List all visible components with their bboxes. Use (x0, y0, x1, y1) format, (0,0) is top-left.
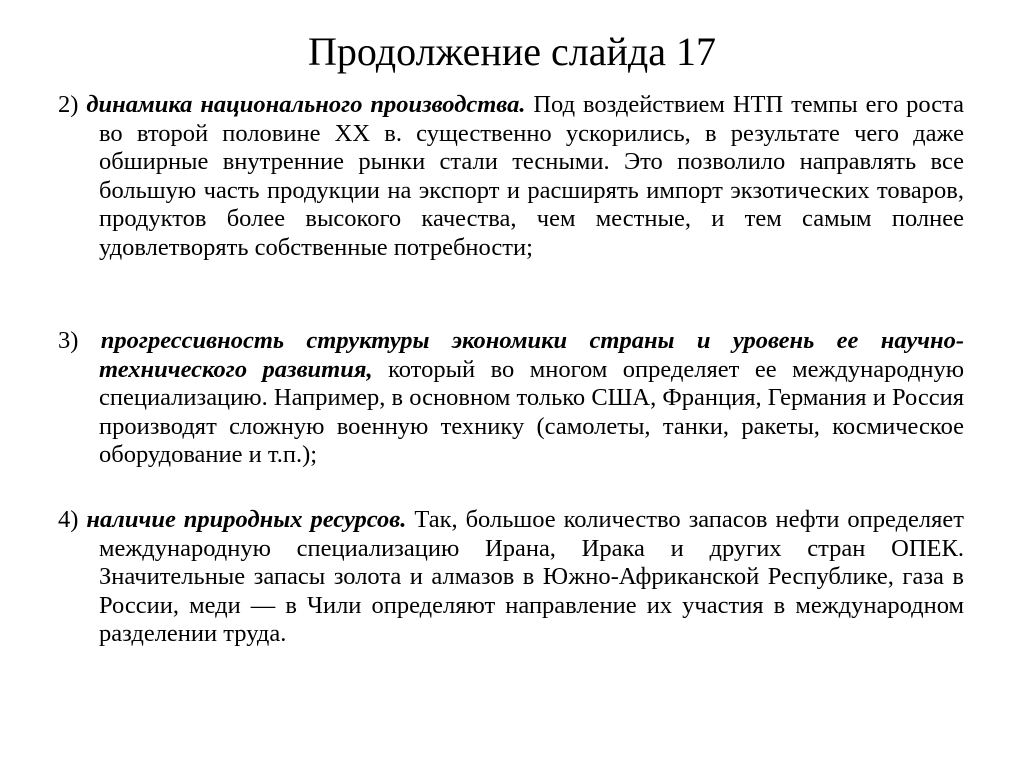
item-text: Так, большое количество запасов нефти определяет международную специализацию Ирана, Ирака и других стран ОПЕК. Значительные запасы золота и алмазов в Южно-Африканской Республике, газа в России, меди — в Чили определяют направление их участия в международном разделении труда. (99, 506, 965, 647)
list-item-2 (58, 91, 964, 262)
item-text: Под воздействием НТП темпы его роста во второй половине XX в. существенно ускорились, в результате чего даже обширные внутренние рынки стали тесными. Это позволило направлять все большую часть продукции на экспорт и расширять импорт экзотических товаров, продуктов более высокого качества, чем местные, и тем самым полнее удовлетворять собственные потребности; (99, 91, 964, 261)
item-number: 4) (58, 506, 79, 533)
item-term: прогрессивность структуры экономики страны и уровень ее научно-технического развития, (99, 327, 965, 383)
item-number: 3) (58, 327, 79, 354)
item-term: динамика национального производства. (86, 91, 526, 118)
item-number: 2) (58, 91, 79, 118)
slide-title: Продолжение слайда 17 (308, 29, 716, 74)
item-text: который во многом определяет ее международную специализацию. Например, в основном только США, Франция, Германия и Россия производят сложную военную технику (самолеты, танки, ракеты, космическое оборудование и т.п.); (99, 355, 965, 468)
item-term: наличие природных ресурсов. (86, 506, 407, 533)
list-item-3 (58, 327, 964, 470)
list-item-4 (58, 506, 964, 649)
